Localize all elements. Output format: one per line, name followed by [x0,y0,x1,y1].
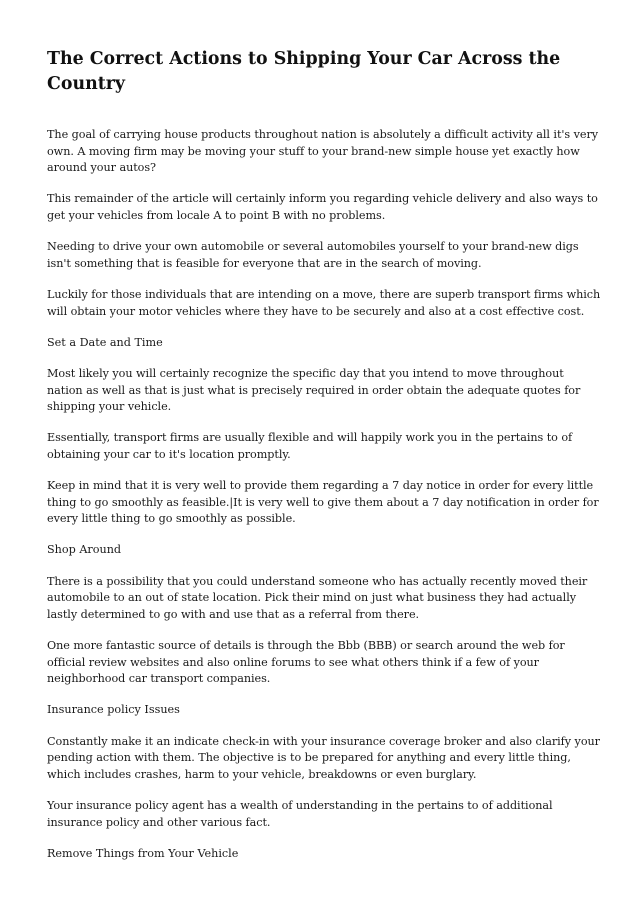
paragraph-bbb: One more fantastic source of details is through the Bbb (BBB) or search around the web for official review websites and also online forums to see what others think if a few of your neighborhood car transport companies. [47,639,565,686]
paragraph-intro: The goal of carrying house products throughout nation is absolutely a difficult activity all it's very own. A moving firm may be moving your stuff to your brand-new simple house yet exactly how around your autos? [47,128,599,175]
paragraph-referral: There is a possibility that you could understand someone who has actually recently moved their automobile to an out of state location. Pick their mind on just what business they had actually lastly determined to go with and use that as a referral from there. [47,574,588,621]
paragraph-transport-firms: Luckily for those individuals that are intending on a move, there are superb transport firms which will obtain your motor vehicles where they have to be securely and also at a cost effective cost. [47,287,601,318]
section-heading-shop-around: Shop Around [47,543,122,557]
section-heading-date-time: Set a Date and Time [47,335,163,349]
section-heading-remove-things: Remove Things from Your Vehicle [47,846,239,860]
paragraph-insurance-broker: Constantly make it an indicate check-in with your insurance coverage broker and also clarify your pending action with them. The objective is to be prepared for anything and every little thing, which includes crashes, harm to your vehicle, breakdowns or even burglary. [47,734,600,781]
paragraph-insurance-agent: Your insurance policy agent has a wealth of understanding in the pertains to of additional insurance policy and other various fact. [47,798,553,829]
paragraph-driving-yourself: Needing to drive your own automobile or several automobiles yourself to your brand-new digs isn't something that is feasible for everyone that are in the search of moving. [47,240,579,270]
section-heading-insurance: Insurance policy Issues [47,703,180,717]
document-page [47,47,602,877]
paragraph-article-overview: This remainder of the article will certainly inform you regarding vehicle delivery and also ways to get your vehicles from locale A to point B with no problems. [47,192,598,222]
paragraph-flexible-firms: Essentially, transport firms are usually flexible and will happily work you in the pertains to of obtaining your car to it's location promptly. [47,431,573,461]
document-title: The Correct Actions to Shipping Your Car Across the Country [47,49,561,94]
paragraph-specific-day: Most likely you will certainly recognize the specific day that you intend to move throughout nation as well as that is just what is precisely required in order obtain the adequate quotes for shipping your vehicle. [47,366,581,414]
paragraph-notice: Keep in mind that it is very well to provide them regarding a 7 day notice in order for every little thing to go smoothly as feasible.|It is very well to give them about a 7 day notification in order for every little thing to go smoothly as possible. [47,479,599,526]
